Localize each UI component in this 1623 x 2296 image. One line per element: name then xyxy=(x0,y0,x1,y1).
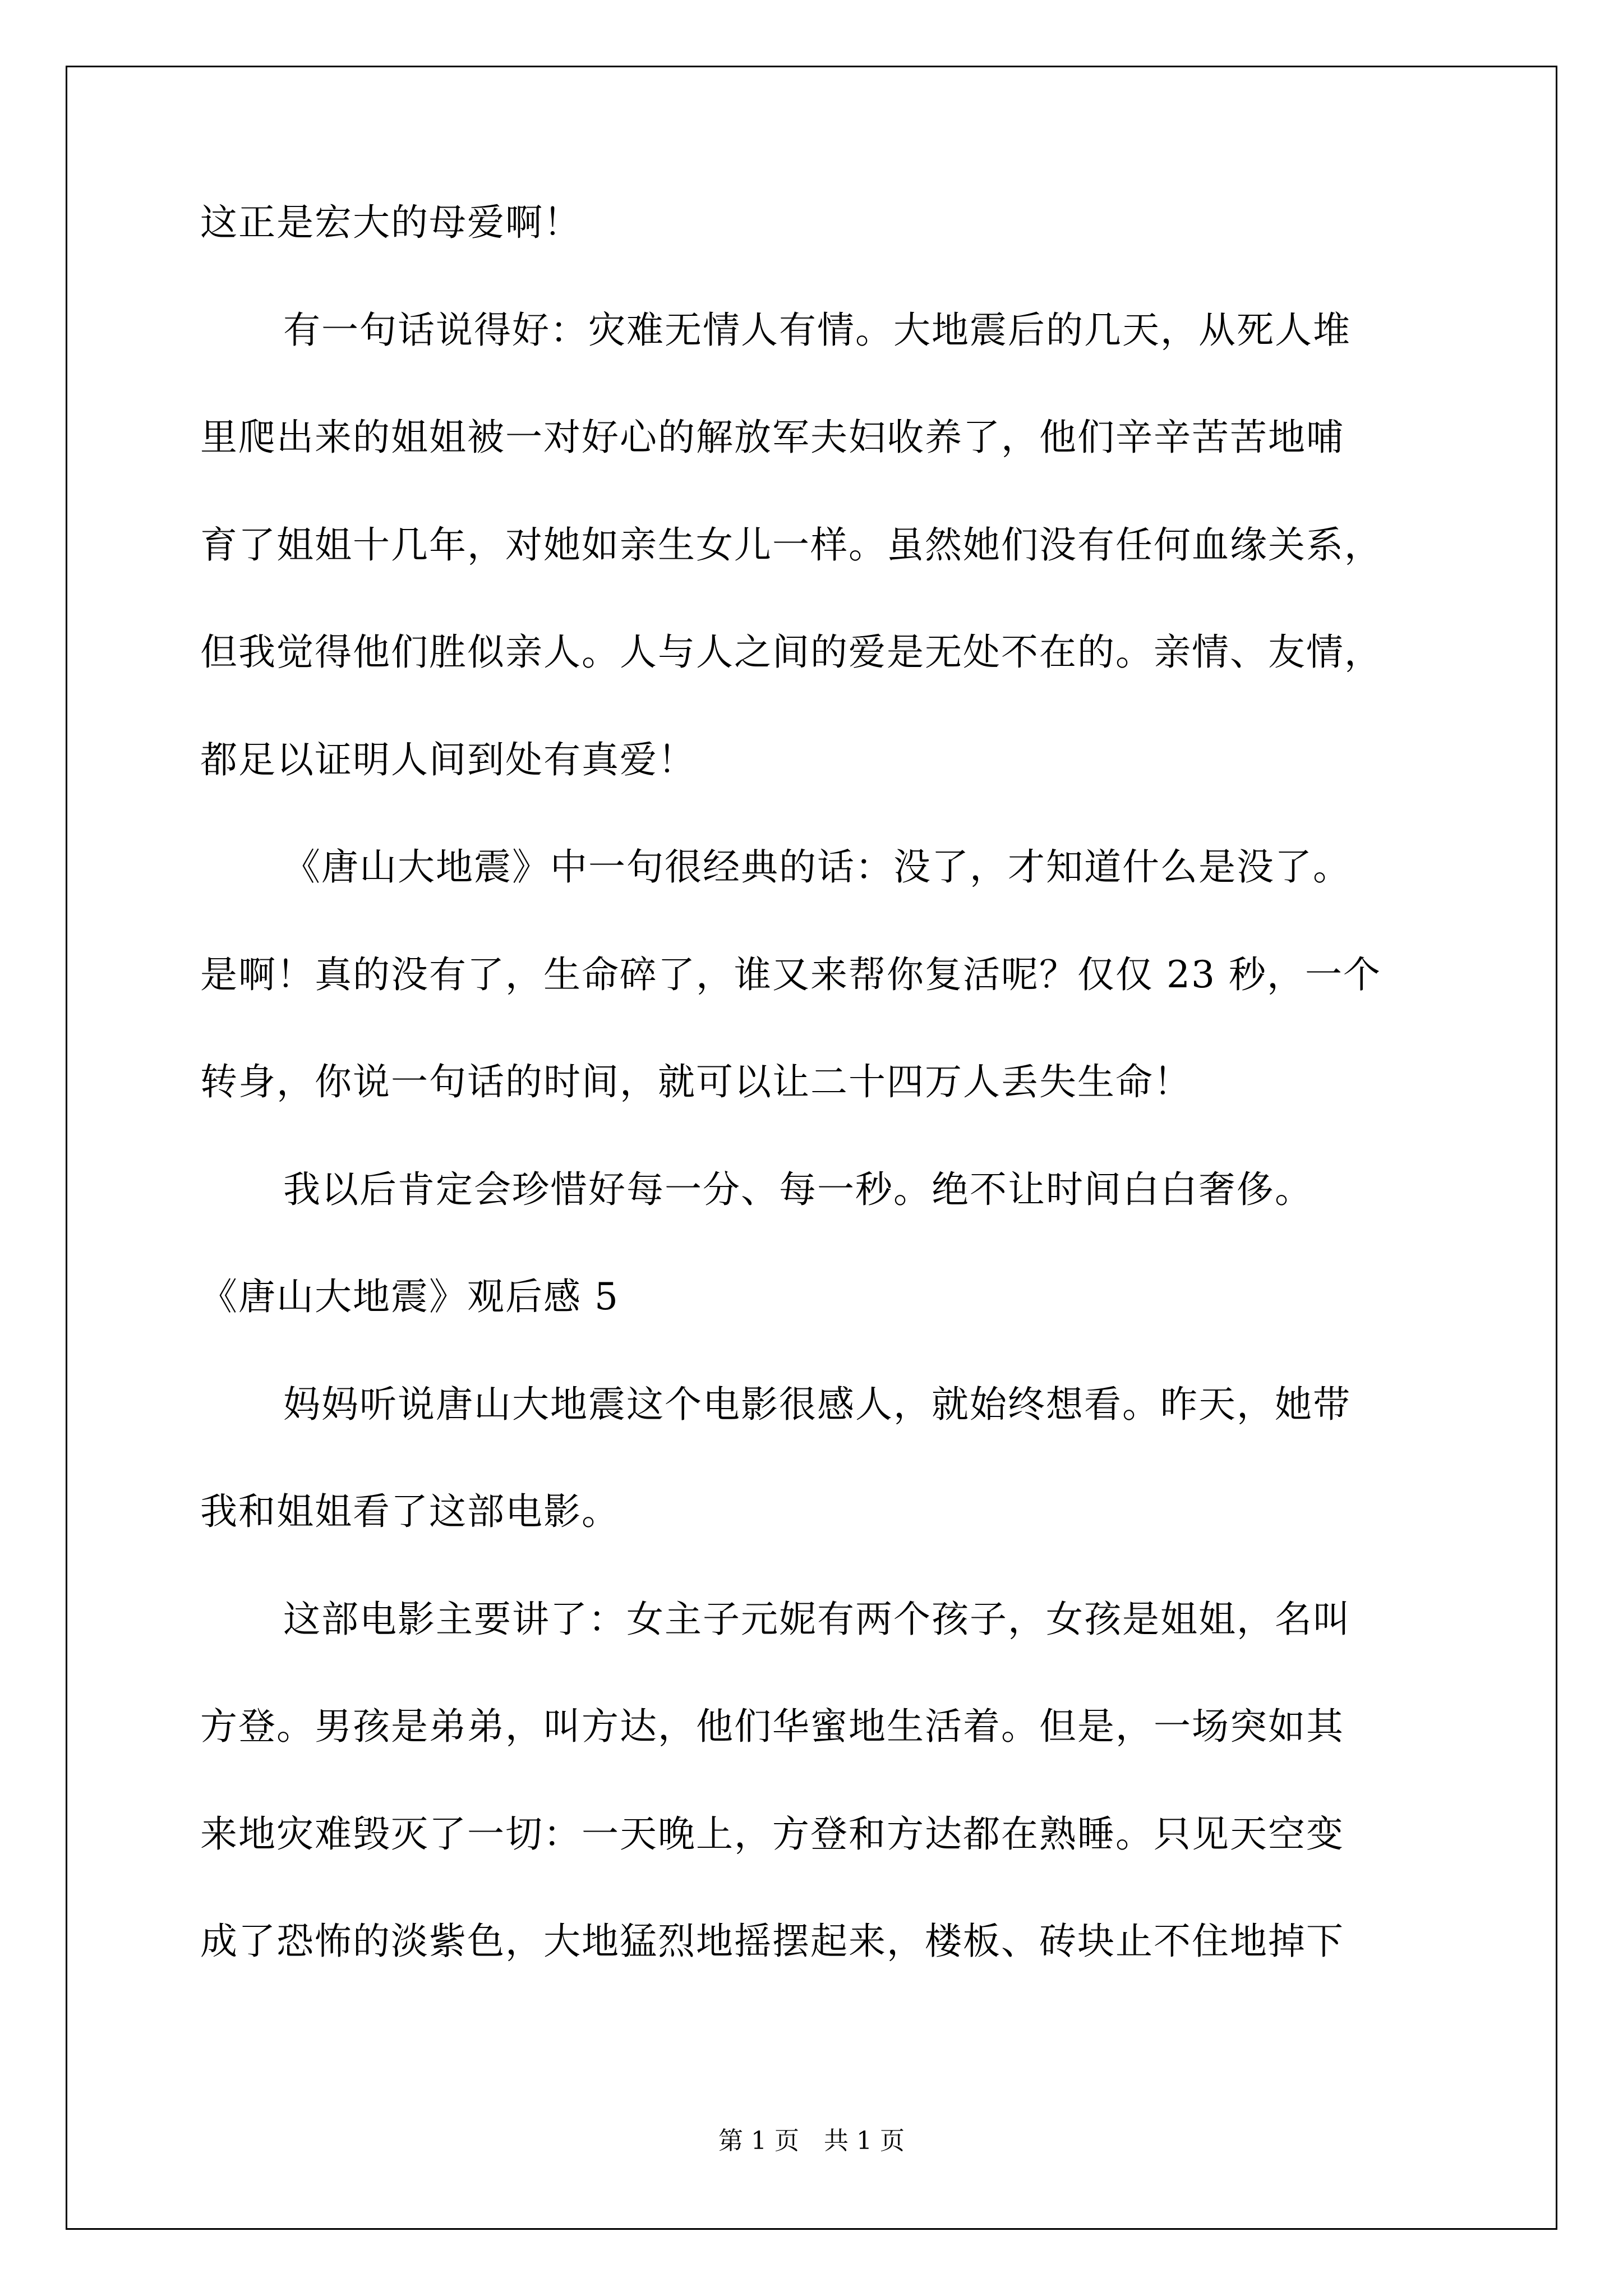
paragraph-line: 成了恐怖的淡紫色，大地猛烈地摇摆起来，楼板、砖块止不住地掉下 xyxy=(200,1920,1344,1963)
paragraph-line: 妈妈听说唐山大地震这个电影很感人，就始终想看。昨天，她带 xyxy=(283,1382,1351,1426)
paragraph-line: 我以后肯定会珍惜好每一分、每一秒。绝不让时间白白奢侈。 xyxy=(283,1167,1313,1211)
paragraph-line: 这正是宏大的母爱啊！ xyxy=(200,201,582,244)
paragraph-line: 育了姐姐十几年，对她如亲生女儿一样。虽然她们没有任何血缘关系， xyxy=(200,523,1382,567)
paragraph-line: 来地灾难毁灭了一切：一天晚上，方登和方达都在熟睡。只见天空变 xyxy=(200,1812,1344,1856)
page-footer xyxy=(0,2127,1623,2155)
paragraph-line: 里爬出来的姐姐被一对好心的解放军夫妇收养了，他们辛辛苦苦地哺 xyxy=(200,416,1344,459)
paragraph-line: 都足以证明人间到处有真爱！ xyxy=(200,738,696,781)
paragraph-line: 有一句话说得好：灾难无情人有情。大地震后的几天，从死人堆 xyxy=(283,308,1351,352)
document-body xyxy=(200,201,1451,2027)
paragraph-line: 方登。男孩是弟弟，叫方达，他们华蜜地生活着。但是，一场突如其 xyxy=(200,1705,1344,1748)
paragraph-line: 是啊！真的没有了，生命碎了，谁又来帮你复活呢？仅仅 23 秒，一个 xyxy=(200,953,1381,996)
section-heading: 《唐山大地震》观后感 5 xyxy=(200,1275,619,1318)
paragraph-line: 这部电影主要讲了：女主子元妮有两个孩子，女孩是姐姐，名叫 xyxy=(283,1597,1351,1641)
paragraph-line: 我和姐姐看了这部电影。 xyxy=(200,1490,620,1533)
paragraph-line: 转身，你说一句话的时间，就可以让二十四万人丢失生命！ xyxy=(200,1060,1192,1103)
paragraph-line: 但我觉得他们胜似亲人。人与人之间的爱是无处不在的。亲情、友情， xyxy=(200,631,1382,674)
page-number-label: 第 1 页 共 1 页 xyxy=(718,2127,905,2155)
paragraph-line: 《唐山大地震》中一句很经典的话：没了，才知道什么是没了。 xyxy=(283,845,1351,889)
